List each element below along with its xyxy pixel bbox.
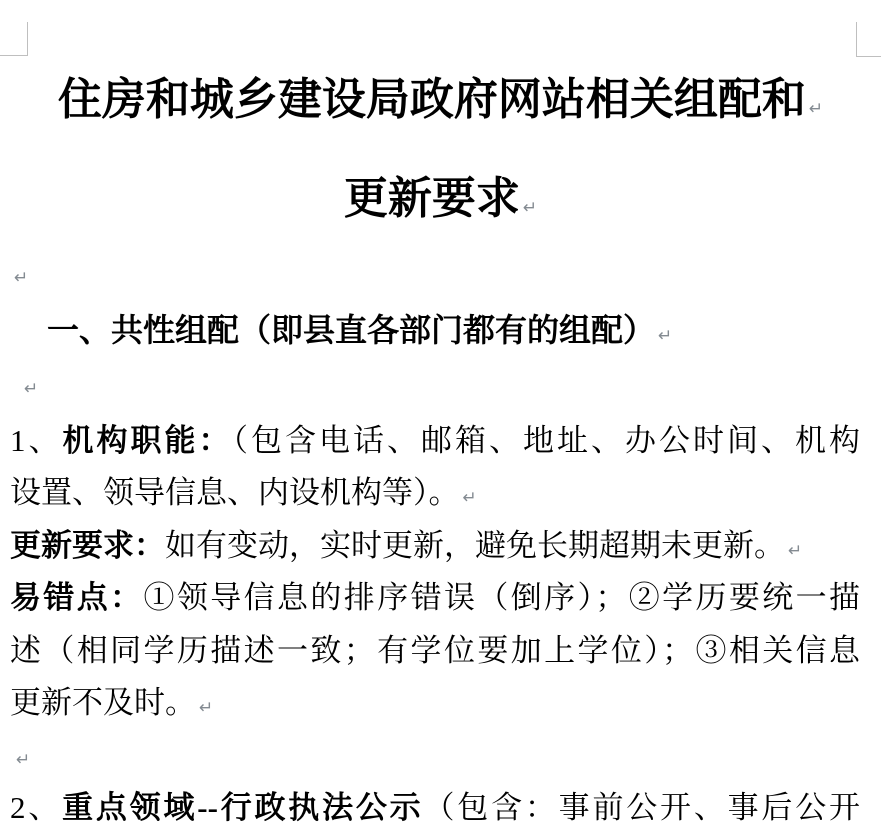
crop-mark-top-right — [856, 22, 881, 57]
list-number: 1、 — [10, 423, 63, 458]
text-line-5 — [10, 625, 860, 677]
paragraph-mark-icon: ↵ — [808, 99, 824, 119]
paragraph-mark-icon: ↵ — [199, 697, 214, 718]
line-text: 如有变动，实时更新，避免长期超期未更新。 — [165, 527, 785, 563]
body-text — [10, 415, 860, 834]
crop-mark-top-left — [0, 22, 28, 56]
paragraph-mark-icon: ↵ — [16, 750, 31, 771]
title-line-2 — [0, 154, 881, 253]
title-line-1 — [0, 55, 881, 154]
text-line-3 — [10, 520, 860, 572]
line-text: （包含电话、邮箱、地址、办公时间、机构 — [232, 423, 860, 458]
text-line-4 — [10, 572, 860, 624]
title-line-1-text: 住房和城乡建设局政府网站相关组配和 — [57, 75, 806, 124]
text-line-8 — [10, 782, 860, 834]
text-line-1 — [10, 415, 860, 467]
document-title — [0, 55, 881, 253]
paragraph-mark-icon: ↵ — [788, 540, 803, 561]
line-text: 述（相同学历描述一致；有学位要加上学位）；③相关信息 — [10, 632, 860, 668]
paragraph-mark-icon: ↵ — [14, 268, 29, 288]
section-heading — [47, 308, 672, 358]
section-heading-text: 一、共性组配（即县直各部门都有的组配） — [47, 312, 656, 348]
line-text: ①领导信息的排序错误（倒序）；②学历要统一描 — [143, 580, 861, 616]
bold-lead-in: 机构职能： — [62, 423, 233, 458]
paragraph-mark-icon: ↵ — [462, 488, 477, 509]
text-line-6 — [10, 677, 860, 729]
text-line-2 — [10, 467, 860, 519]
line-text: （包含：事前公开、事后公开 — [423, 789, 861, 825]
empty-paragraph — [10, 729, 860, 781]
line-text: 设置、领导信息、内设机构等）。 — [10, 475, 460, 511]
bold-lead-in: 重点领域--行政执法公示 — [62, 789, 424, 825]
bold-lead-in: 易错点： — [10, 580, 144, 616]
bold-lead-in: 更新要求： — [10, 527, 165, 563]
paragraph-mark-icon: ↵ — [24, 379, 39, 399]
list-number: 2、 — [10, 789, 63, 825]
line-text: 更新不及时。 — [10, 684, 196, 720]
title-line-2-text: 更新要求 — [343, 174, 520, 223]
paragraph-mark-icon: ↵ — [522, 198, 538, 218]
paragraph-mark-icon: ↵ — [658, 326, 673, 346]
